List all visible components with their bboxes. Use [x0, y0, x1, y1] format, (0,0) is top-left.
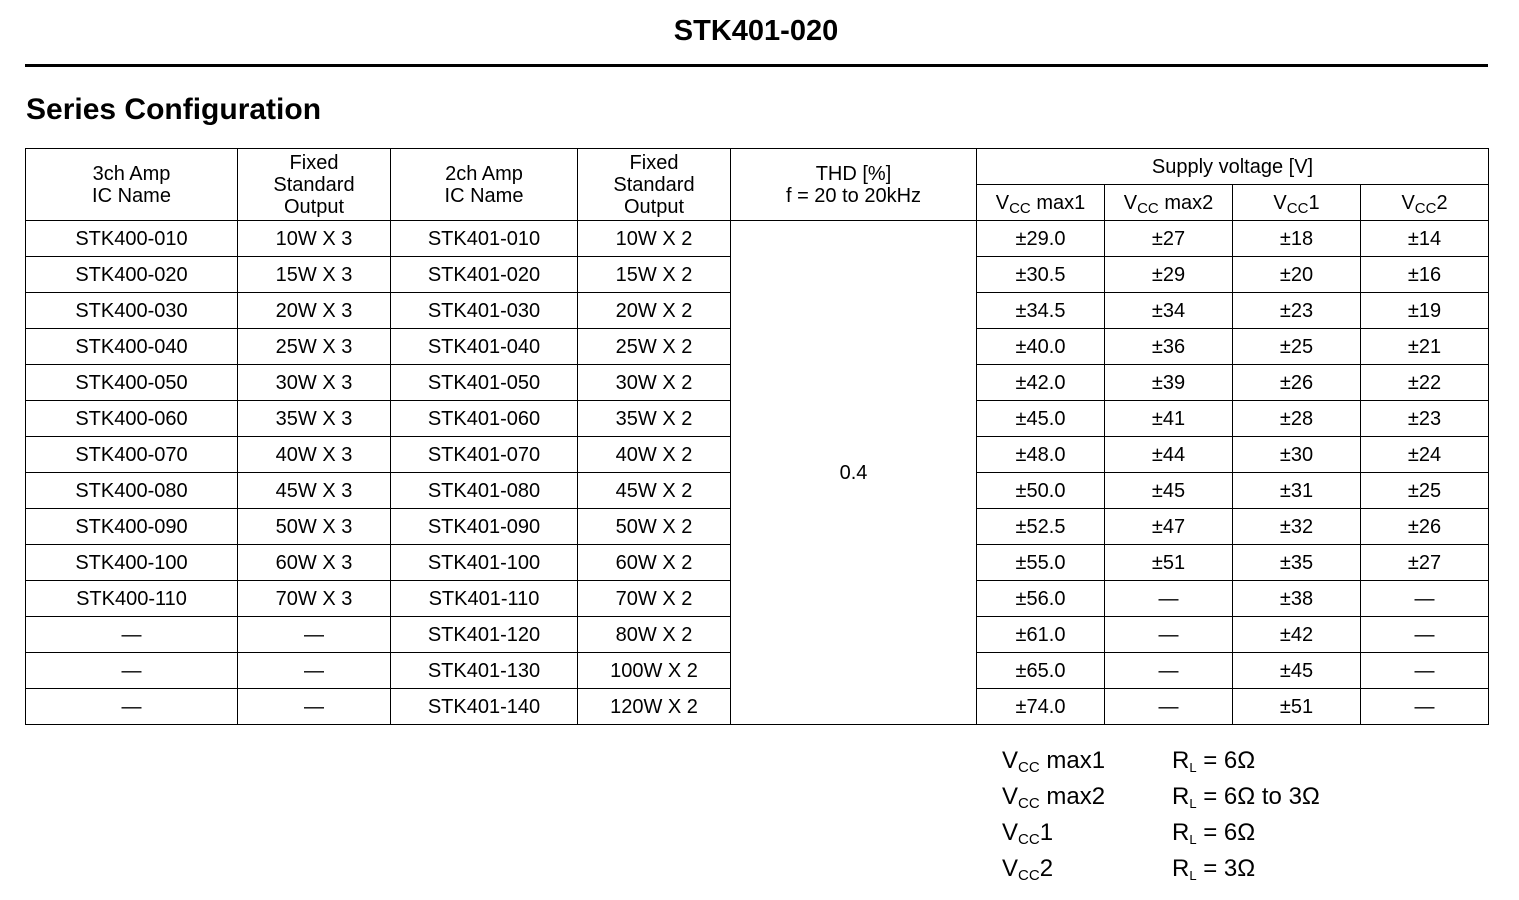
header-2ch-line1: 2ch Amp [445, 162, 523, 185]
table-row [26, 221, 1489, 257]
note-v: V [1002, 747, 1019, 774]
cell-2ch-ic: STK401-120 [391, 617, 578, 653]
cell-vcc-max1: ±61.0 [977, 617, 1105, 653]
cell-vcc2: — [1361, 653, 1489, 689]
cell-3ch-ic: STK400-110 [26, 581, 238, 617]
header-2ch-fixed-line3: Output [623, 195, 685, 218]
cell-vcc1: ±20 [1233, 257, 1361, 293]
vcc2-rest: 2 [1436, 191, 1448, 214]
vcc-max2-rest: max2 [1158, 191, 1214, 214]
cell-vcc2: ±27 [1361, 545, 1489, 581]
note-vcc2-label [1002, 851, 1053, 887]
cell-vcc-max1: ±40.0 [977, 329, 1105, 365]
cell-vcc-max1: ±65.0 [977, 653, 1105, 689]
cell-vcc1: ±45 [1233, 653, 1361, 689]
cell-vcc-max2: ±45 [1105, 473, 1233, 509]
cell-thd-value: 0.4 [731, 221, 977, 725]
cell-vcc1: ±26 [1233, 365, 1361, 401]
cell-2ch-ic: STK401-100 [391, 545, 578, 581]
note-r: R [1172, 819, 1190, 846]
cell-2ch-output: 50W X 2 [578, 509, 731, 545]
cell-3ch-ic: STK400-010 [26, 221, 238, 257]
note-r-value: = 6Ω to 3Ω [1196, 783, 1320, 810]
note-r-value: = 6Ω [1196, 747, 1256, 774]
cell-vcc-max2: ±39 [1105, 365, 1233, 401]
header-3ch-fixed-line2: Standard [273, 173, 355, 196]
cell-2ch-ic: STK401-030 [391, 293, 578, 329]
cell-vcc-max2: ±47 [1105, 509, 1233, 545]
cell-vcc-max1: ±52.5 [977, 509, 1105, 545]
cell-2ch-output: 100W X 2 [578, 653, 731, 689]
cell-2ch-ic: STK401-090 [391, 509, 578, 545]
vcc-max1-sub: CC [1009, 199, 1031, 217]
cell-2ch-output: 70W X 2 [578, 581, 731, 617]
cell-vcc1: ±51 [1233, 689, 1361, 725]
note-r-sub: L [1189, 832, 1197, 847]
cell-vcc-max1: ±29.0 [977, 221, 1105, 257]
cell-vcc-max2: — [1105, 617, 1233, 653]
header-3ch-fixed-output [238, 149, 391, 221]
cell-3ch-output: — [238, 653, 391, 689]
cell-vcc-max2: ±29 [1105, 257, 1233, 293]
note-vcc-max1-value [1172, 743, 1255, 779]
cell-vcc-max1: ±34.5 [977, 293, 1105, 329]
cell-3ch-output: 70W X 3 [238, 581, 391, 617]
note-vcc1-label [1002, 815, 1053, 851]
cell-vcc-max1: ±48.0 [977, 437, 1105, 473]
cell-3ch-output: 45W X 3 [238, 473, 391, 509]
cell-3ch-ic: STK400-020 [26, 257, 238, 293]
cell-vcc1: ±35 [1233, 545, 1361, 581]
cell-vcc2: ±16 [1361, 257, 1489, 293]
header-3ch-ic-name [26, 149, 238, 221]
header-2ch-fixed-line2: Standard [613, 173, 695, 196]
note-v: V [1002, 783, 1019, 810]
cell-3ch-output: — [238, 617, 391, 653]
cell-vcc1: ±30 [1233, 437, 1361, 473]
cell-vcc2: ±24 [1361, 437, 1489, 473]
cell-vcc2: ±26 [1361, 509, 1489, 545]
cell-vcc2: — [1361, 617, 1489, 653]
note-vcc-max2-label [1002, 779, 1105, 815]
cell-vcc1: ±28 [1233, 401, 1361, 437]
header-thd-line1: THD [%] [815, 162, 892, 185]
vcc1-sub: CC [1286, 199, 1309, 217]
note-v-sub: CC [1018, 795, 1040, 812]
note-v-sub: CC [1018, 759, 1040, 776]
vcc1-v: V [1273, 191, 1287, 214]
cell-3ch-ic: STK400-070 [26, 437, 238, 473]
header-2ch-fixed-line1: Fixed [629, 151, 679, 174]
header-vcc2 [1361, 185, 1489, 221]
cell-vcc-max2: — [1105, 689, 1233, 725]
cell-2ch-ic: STK401-130 [391, 653, 578, 689]
note-v-rest: 2 [1039, 855, 1054, 882]
cell-3ch-output: 50W X 3 [238, 509, 391, 545]
cell-2ch-ic: STK401-110 [391, 581, 578, 617]
header-vcc-max1 [977, 185, 1105, 221]
cell-3ch-output: 20W X 3 [238, 293, 391, 329]
cell-vcc-max2: ±27 [1105, 221, 1233, 257]
cell-2ch-output: 25W X 2 [578, 329, 731, 365]
document-title: STK401-020 [673, 15, 839, 47]
cell-3ch-output: 40W X 3 [238, 437, 391, 473]
note-v: V [1002, 819, 1019, 846]
note-r: R [1172, 783, 1190, 810]
note-r: R [1172, 747, 1190, 774]
note-v-rest: 1 [1039, 819, 1054, 846]
vcc-max2-sub: CC [1137, 199, 1159, 217]
cell-vcc-max2: — [1105, 653, 1233, 689]
cell-vcc-max2: ±36 [1105, 329, 1233, 365]
cell-3ch-output: — [238, 689, 391, 725]
cell-vcc-max2: ±51 [1105, 545, 1233, 581]
cell-vcc-max1: ±56.0 [977, 581, 1105, 617]
cell-vcc-max2: ±34 [1105, 293, 1233, 329]
section-heading: Series Configuration [26, 93, 322, 126]
header-vcc1 [1233, 185, 1361, 221]
note-r-sub: L [1189, 760, 1197, 775]
cell-vcc-max1: ±45.0 [977, 401, 1105, 437]
vcc-max1-v: V [995, 191, 1010, 214]
header-3ch-line1: 3ch Amp [92, 162, 171, 185]
cell-3ch-ic: — [26, 617, 238, 653]
cell-3ch-ic: STK400-040 [26, 329, 238, 365]
cell-vcc1: ±42 [1233, 617, 1361, 653]
cell-vcc-max2: ±44 [1105, 437, 1233, 473]
cell-2ch-output: 45W X 2 [578, 473, 731, 509]
cell-vcc2: — [1361, 689, 1489, 725]
cell-2ch-ic: STK401-040 [391, 329, 578, 365]
cell-2ch-output: 80W X 2 [578, 617, 731, 653]
note-vcc-max2-value [1172, 779, 1320, 815]
cell-vcc2: — [1361, 581, 1489, 617]
cell-vcc1: ±23 [1233, 293, 1361, 329]
header-2ch-line2: IC Name [444, 184, 524, 207]
note-r-value: = 3Ω [1196, 855, 1256, 882]
cell-2ch-ic: STK401-060 [391, 401, 578, 437]
cell-vcc-max1: ±55.0 [977, 545, 1105, 581]
cell-vcc1: ±25 [1233, 329, 1361, 365]
title-divider [25, 64, 1488, 67]
cell-3ch-ic: — [26, 653, 238, 689]
note-v-rest: max2 [1039, 783, 1106, 810]
cell-3ch-output: 10W X 3 [238, 221, 391, 257]
note-v: V [1002, 855, 1019, 882]
vcc-max1-rest: max1 [1030, 191, 1086, 214]
header-thd [731, 149, 977, 221]
series-configuration-table [25, 148, 1489, 725]
cell-vcc2: ±19 [1361, 293, 1489, 329]
cell-2ch-output: 35W X 2 [578, 401, 731, 437]
cell-2ch-output: 10W X 2 [578, 221, 731, 257]
cell-vcc2: ±25 [1361, 473, 1489, 509]
note-r-value: = 6Ω [1196, 819, 1256, 846]
cell-3ch-ic: STK400-030 [26, 293, 238, 329]
header-thd-line2: f = 20 to 20kHz [785, 184, 922, 207]
cell-2ch-ic: STK401-010 [391, 221, 578, 257]
vcc2-v: V [1401, 191, 1415, 214]
note-r: R [1172, 855, 1190, 882]
cell-2ch-output: 30W X 2 [578, 365, 731, 401]
header-2ch-fixed-output [578, 149, 731, 221]
cell-vcc1: ±31 [1233, 473, 1361, 509]
header-3ch-fixed-line1: Fixed [289, 151, 339, 174]
note-r-sub: L [1189, 868, 1197, 883]
cell-2ch-output: 40W X 2 [578, 437, 731, 473]
cell-2ch-output: 20W X 2 [578, 293, 731, 329]
header-vcc-max2 [1105, 185, 1233, 221]
note-vcc1-value [1172, 815, 1255, 851]
cell-3ch-output: 25W X 3 [238, 329, 391, 365]
cell-2ch-output: 60W X 2 [578, 545, 731, 581]
cell-vcc-max1: ±74.0 [977, 689, 1105, 725]
cell-vcc-max1: ±30.5 [977, 257, 1105, 293]
cell-vcc-max2: ±41 [1105, 401, 1233, 437]
cell-vcc-max2: — [1105, 581, 1233, 617]
cell-3ch-output: 60W X 3 [238, 545, 391, 581]
cell-vcc2: ±21 [1361, 329, 1489, 365]
cell-vcc1: ±38 [1233, 581, 1361, 617]
cell-3ch-ic: STK400-090 [26, 509, 238, 545]
note-v-rest: max1 [1039, 747, 1106, 774]
header-2ch-ic-name [391, 149, 578, 221]
cell-2ch-ic: STK401-140 [391, 689, 578, 725]
cell-vcc2: ±14 [1361, 221, 1489, 257]
note-vcc-max1-label [1002, 743, 1105, 779]
note-vcc2-value [1172, 851, 1255, 887]
cell-3ch-ic: STK400-080 [26, 473, 238, 509]
cell-3ch-ic: STK400-050 [26, 365, 238, 401]
cell-3ch-output: 15W X 3 [238, 257, 391, 293]
cell-vcc1: ±18 [1233, 221, 1361, 257]
cell-2ch-ic: STK401-050 [391, 365, 578, 401]
cell-3ch-ic: STK400-100 [26, 545, 238, 581]
vcc1-rest: 1 [1308, 191, 1320, 214]
cell-3ch-output: 30W X 3 [238, 365, 391, 401]
cell-vcc1: ±32 [1233, 509, 1361, 545]
cell-vcc-max1: ±42.0 [977, 365, 1105, 401]
header-supply-voltage: Supply voltage [V] [977, 149, 1489, 185]
cell-2ch-ic: STK401-080 [391, 473, 578, 509]
cell-vcc2: ±22 [1361, 365, 1489, 401]
header-3ch-line2: IC Name [92, 184, 171, 207]
cell-2ch-ic: STK401-020 [391, 257, 578, 293]
vcc-max2-v: V [1123, 191, 1138, 214]
note-v-sub: CC [1018, 831, 1040, 848]
cell-3ch-ic: — [26, 689, 238, 725]
cell-2ch-output: 120W X 2 [578, 689, 731, 725]
cell-3ch-ic: STK400-060 [26, 401, 238, 437]
cell-3ch-output: 35W X 3 [238, 401, 391, 437]
note-r-sub: L [1189, 796, 1197, 811]
cell-2ch-output: 15W X 2 [578, 257, 731, 293]
note-v-sub: CC [1018, 867, 1040, 884]
vcc2-sub: CC [1414, 199, 1437, 217]
cell-vcc-max1: ±50.0 [977, 473, 1105, 509]
cell-2ch-ic: STK401-070 [391, 437, 578, 473]
cell-vcc2: ±23 [1361, 401, 1489, 437]
header-3ch-fixed-line3: Output [283, 195, 345, 218]
